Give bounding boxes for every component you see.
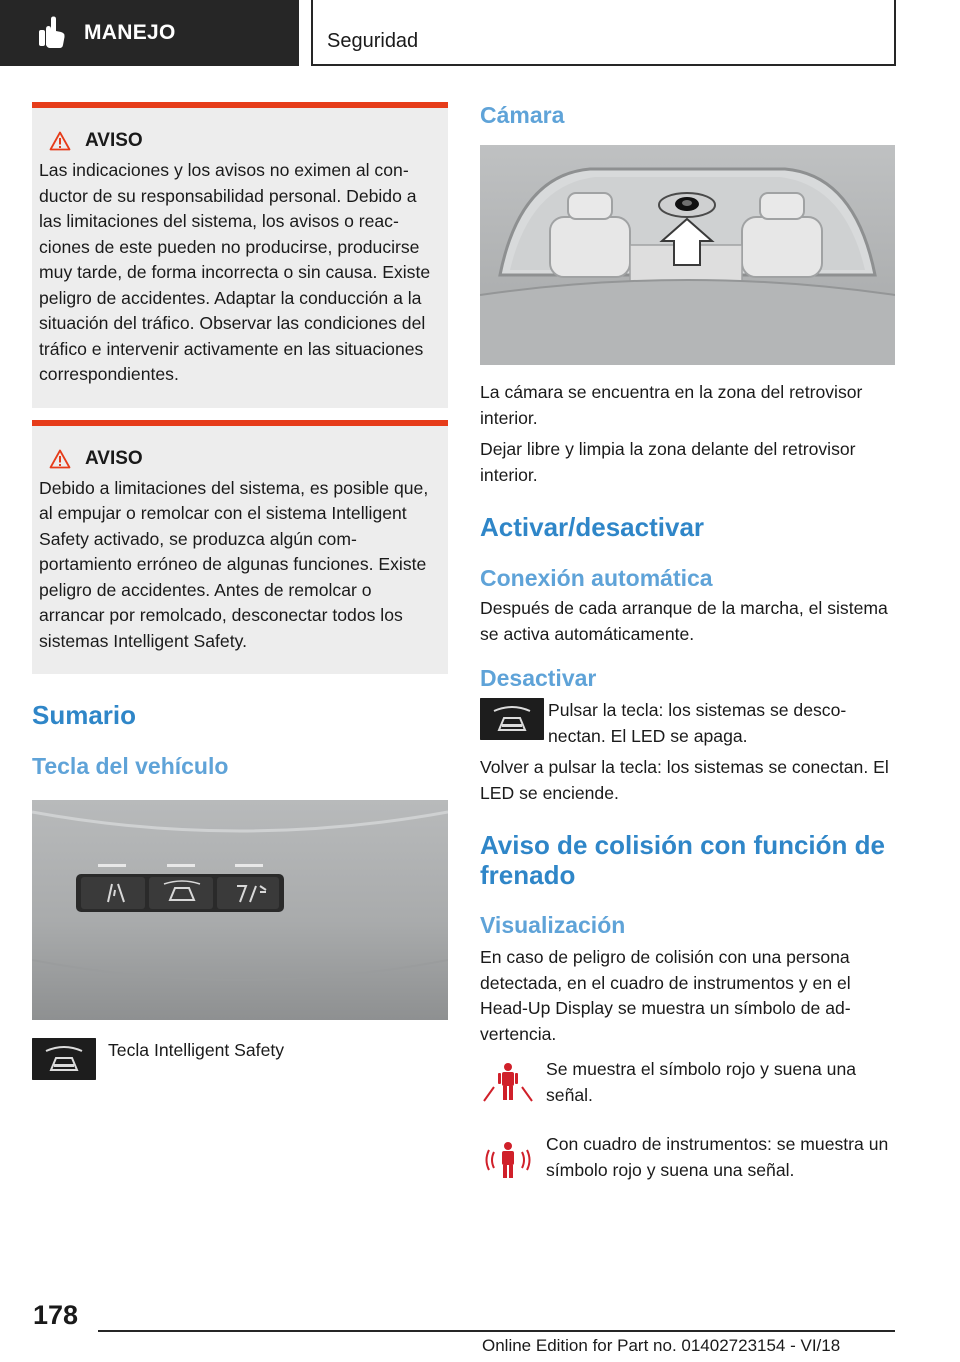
hand-pointer-icon [34, 15, 70, 51]
page-number: 178 [33, 1300, 79, 1330]
warning-text: Las indicaciones y los avisos no eximen al conductor de su responsabilidad personal. Debido a las limitaciones del sistema, los avisos o reacciones de este pueden no producirse, producirse muy tarde, de forma incorrecta o sin causa. Existe peligro de accidentes. Adaptar la conducción a la situación del tráfico. Observar las condiciones del tráfico e intervenir activamente en las situaciones correspondientes. [39, 160, 431, 384]
pedestrian-alarm-icon [480, 1132, 536, 1182]
vehicle-button-photo [32, 800, 448, 1020]
symbol-row-1 [480, 1057, 898, 1108]
visualizacion-text: En caso de peligro de colisión con una persona detectada, en el cuadro de instrumentos y en el Head-Up Display se muestra un símbolo de advertencia. [480, 947, 851, 1044]
conexion-text: Después de cada arranque de la marcha, el sistema se activa automáticamente. [480, 598, 888, 644]
symbol-1-text: Se muestra el símbolo rojo y suena una señal. [546, 1059, 857, 1105]
intelligent-safety-button-icon [32, 1038, 96, 1080]
heading-tecla-vehiculo: Tecla del vehículo [32, 753, 229, 779]
desactivar-row [480, 698, 898, 749]
left-column [32, 102, 448, 1080]
right-column [480, 102, 898, 1183]
heading-aviso-colision: Aviso de colisión con función de frenado [480, 830, 885, 890]
warning-box-1 [32, 102, 448, 408]
heading-camara: Cámara [480, 102, 565, 128]
camera-photo [480, 145, 898, 370]
volver-text: Volver a pulsar la tecla: los sistemas se conectan. El LED se enciende. [480, 757, 889, 803]
symbol-row-2 [480, 1132, 898, 1183]
chapter-tab [0, 0, 299, 66]
warning-title: AVISO [85, 447, 143, 469]
warning-box-2 [32, 420, 448, 675]
section-tab [311, 0, 896, 66]
button-caption: Tecla Intelligent Safety [108, 1040, 285, 1060]
heading-activar-desactivar: Activar/desactivar [480, 512, 705, 542]
heading-desactivar: Desactivar [480, 665, 597, 691]
page-header [0, 0, 960, 66]
heading-visualizacion: Visualización [480, 912, 626, 938]
button-caption-row [32, 1038, 448, 1080]
footer-divider [98, 1330, 895, 1332]
intelligent-safety-button-icon [480, 698, 544, 740]
section-label: Seguridad [327, 30, 419, 52]
desactivar-text: Pulsar la tecla: los sistemas se desconectan. El LED se apaga. [548, 700, 847, 746]
warning-text: Debido a limitaciones del sistema, es posible que, al empujar o remolcar con el sistema Intelligent Safety activado, se produzca algún comportamiento erróneo de algunas funciones. Existe peligro de accidentes. Antes de remolcar o arrancar por remolcado, desconectar todos los sistemas Intelligent Safety. [39, 477, 429, 651]
chapter-label: MANEJO [84, 21, 176, 44]
heading-conexion-automatica: Conexión automática [480, 565, 713, 591]
camara-text-1: La cámara se encuentra en la zona del retrovisor interior. [480, 382, 863, 428]
warning-triangle-icon [49, 449, 71, 469]
symbol-2-text: Con cuadro de instrumentos: se muestra un símbolo rojo y suena una señal. [546, 1134, 889, 1180]
edition-text: Online Edition for Part no. 01402723154 - VI/18 [482, 1336, 841, 1355]
warning-title: AVISO [85, 130, 143, 151]
camara-text-2: Dejar libre y limpia la zona delante del retrovisor interior. [480, 439, 856, 485]
warning-triangle-icon [49, 131, 71, 151]
pedestrian-warning-icon [480, 1057, 536, 1107]
heading-sumario: Sumario [32, 700, 137, 730]
